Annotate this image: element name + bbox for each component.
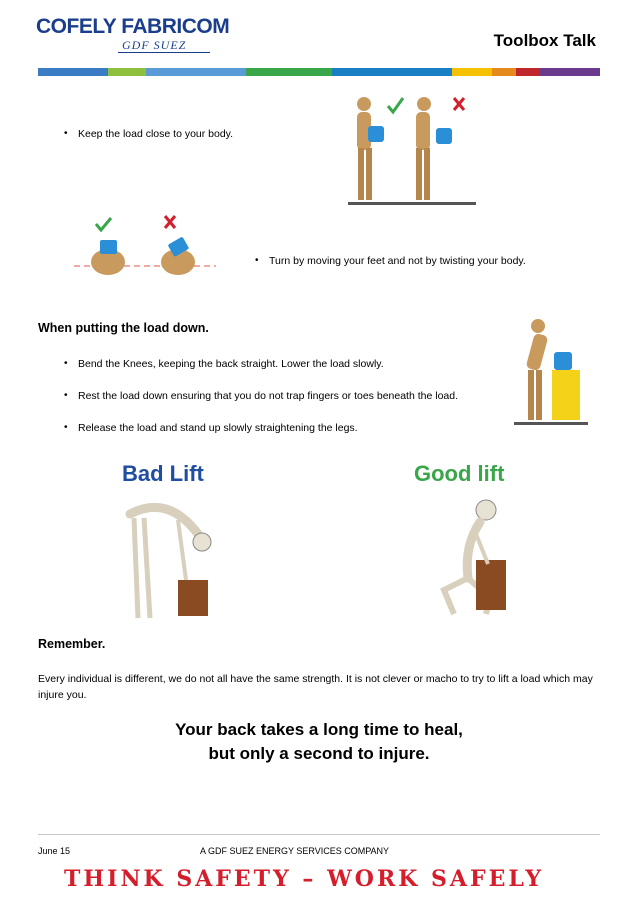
quote-line-2: but only a second to injure. (208, 744, 430, 763)
cross-icon (165, 216, 175, 228)
carry-load-illustration (344, 88, 480, 212)
safety-quote (119, 718, 519, 766)
bullet-text: Rest the load down ensuring that you do not trap fingers or toes beneath the load. (78, 390, 459, 402)
good-lift-label: Good lift (414, 461, 505, 486)
check-icon (388, 98, 403, 112)
bullet-text: Turn by moving your feet and not by twisting your body. (269, 255, 526, 267)
mannequin-correct (357, 97, 384, 200)
bullet-dot: • (64, 128, 68, 139)
footer-date: June 15 (38, 846, 71, 856)
good-lift-skeleton (420, 494, 530, 622)
box-icon (476, 560, 506, 610)
bullet-bend-knees (64, 356, 488, 372)
bad-lift-skeleton (118, 494, 228, 622)
safety-slogan: THINK SAFETY – WORK SAFELY (64, 866, 545, 892)
bullet-dot: • (64, 390, 68, 401)
check-icon (96, 218, 111, 230)
floor-line (514, 422, 588, 425)
cross-icon (454, 98, 464, 110)
bullet-text: Keep the load close to your body. (78, 128, 234, 140)
bullet-text: Release the load and stand up slowly straightening the legs. (78, 422, 358, 434)
remember-heading: Remember. (38, 637, 106, 651)
footer-company: A GDF SUEZ ENERGY SERVICES COMPANY (200, 846, 390, 856)
bullet-release-load (64, 420, 488, 436)
logo-underline (118, 52, 210, 53)
box-icon (178, 580, 208, 616)
floor-line (348, 202, 476, 205)
quote-line-1: Your back takes a long time to heal, (175, 720, 463, 739)
bullet-dot: • (64, 358, 68, 369)
bad-lift-label: Bad Lift (122, 461, 204, 486)
turning-illustration (70, 210, 220, 286)
mannequin-incorrect (416, 97, 452, 200)
bullet-turn-feet (255, 253, 589, 269)
bullet-keep-load-close (64, 126, 318, 142)
bullet-text: Bend the Knees, keeping the back straight. Lower the load slowly. (78, 358, 384, 370)
bullet-rest-load (64, 388, 488, 404)
put-down-illustration (510, 312, 590, 430)
box-icon (100, 240, 117, 254)
page-title: Toolbox Talk (493, 31, 596, 50)
header-color-bar (38, 68, 600, 76)
putting-load-down-heading: When putting the load down. (38, 321, 209, 335)
yellow-block (552, 370, 580, 420)
box-icon (554, 352, 572, 370)
logo-subtitle: GDF SUEZ (122, 38, 187, 52)
footer-divider (38, 834, 600, 835)
bullet-dot: • (64, 422, 68, 433)
company-logo: COFELY FABRICOM (36, 15, 230, 38)
remember-text: Every individual is different, we do not all have the same strength. It is not clever or macho to try to lift a load which may injure you. (38, 673, 593, 701)
bullet-dot: • (255, 255, 259, 266)
